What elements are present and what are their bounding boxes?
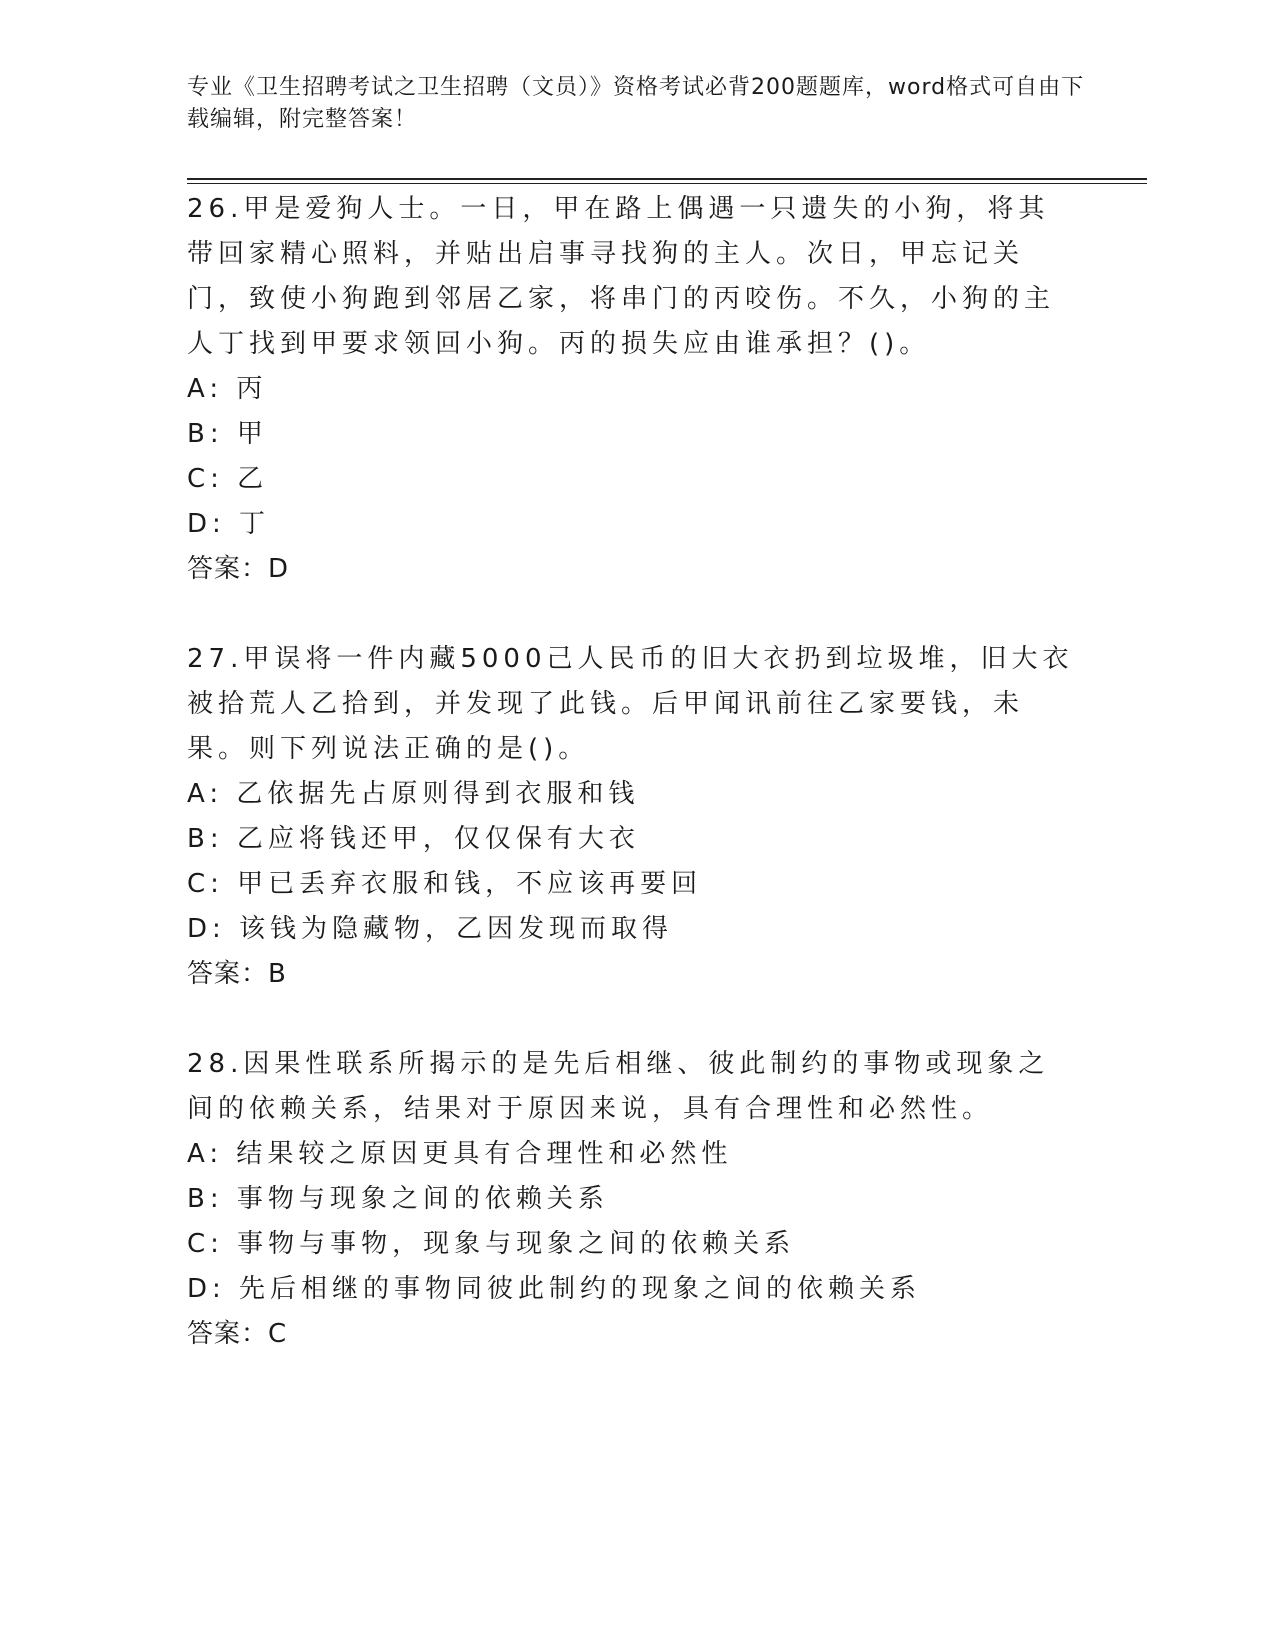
option-c: C: 乙	[187, 464, 269, 494]
question-27	[187, 637, 1077, 997]
option-d: D: 丁	[187, 509, 271, 539]
option-a: A: 结果较之原因更具有合理性和必然性	[187, 1139, 733, 1169]
header-divider-thick	[187, 178, 1147, 180]
answer-line: 答案：D	[187, 554, 290, 584]
question-28	[187, 1042, 1077, 1357]
option-c: C: 甲已丢弃衣服和钱，不应该再要回	[187, 869, 703, 899]
option-d: D: 该钱为隐藏物，乙因发现而取得	[187, 914, 674, 944]
option-b: B: 甲	[187, 419, 268, 449]
question-stem: 26.甲是爱狗人士。一日，甲在路上偶遇一只遗失的小狗，将其带回家精心照料，并贴出启事寻找狗的主人。次日，甲忘记关门，致使小狗跑到邻居乙家，将串门的丙咬伤。不久，小狗的主人丁找到甲要求领回小狗。丙的损失应由谁承担？()。	[187, 194, 1056, 359]
question-26	[187, 187, 1077, 592]
option-c: C: 事物与事物，现象与现象之间的依赖关系	[187, 1229, 796, 1259]
header-divider-thin	[187, 183, 1147, 184]
option-a: A: 乙依据先占原则得到衣服和钱	[187, 779, 640, 809]
option-a: A: 丙	[187, 374, 268, 404]
answer-line: 答案：B	[187, 959, 287, 989]
document-header	[187, 72, 1087, 136]
question-stem: 28.因果性联系所揭示的是先后相继、彼此制约的事物或现象之间的依赖关系，结果对于原因来说，具有合理性和必然性。	[187, 1049, 1050, 1124]
option-b: B: 乙应将钱还甲，仅仅保有大衣	[187, 824, 640, 854]
option-d: D: 先后相继的事物同彼此制约的现象之间的依赖关系	[187, 1274, 922, 1304]
question-list	[187, 187, 1077, 1402]
option-b: B: 事物与现象之间的依赖关系	[187, 1184, 609, 1214]
header-intro-text: 专业《卫生招聘考试之卫生招聘（文员）》资格考试必背200题题库，word格式可自由下载编辑，附完整答案！	[187, 75, 1085, 132]
answer-line: 答案：C	[187, 1319, 288, 1349]
question-stem: 27.甲误将一件内藏5000己人民币的旧大衣扔到垃圾堆，旧大衣被拾荒人乙拾到，并发现了此钱。后甲闻讯前往乙家要钱，未果。则下列说法正确的是()。	[187, 644, 1074, 764]
